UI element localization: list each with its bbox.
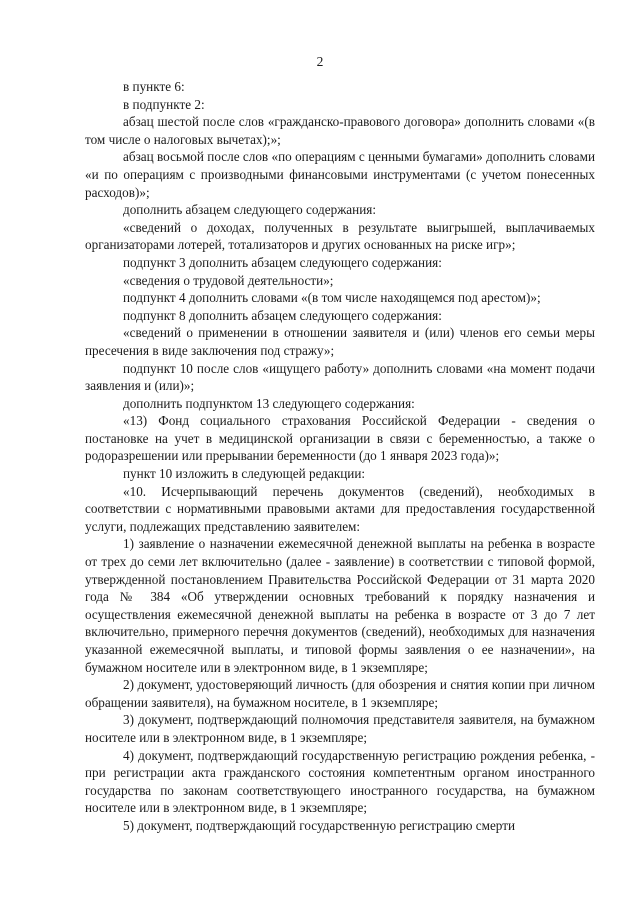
paragraph: абзац восьмой после слов «по операциям с ценными бумагами» дополнить словами «и по операциям с производными финансовыми инструментами (с учетом понесенных расходов)»;	[85, 149, 595, 200]
document-body	[85, 78, 595, 835]
paragraph: «сведений о доходах, полученных в результате выигрышей, выплачиваемых организаторами лотерей, тотализаторов и других основанных на риске игр»;	[85, 219, 595, 253]
paragraph: в пункте 6:	[123, 79, 185, 94]
paragraph: подпункт 4 дополнить словами «(в том числе находящемся под арестом)»;	[123, 290, 541, 306]
paragraph: «сведений о применении в отношении заявителя и (или) членов его семьи меры пресечения в виде заключения под стражу»;	[85, 325, 595, 358]
page-number: 2	[316, 54, 324, 69]
paragraph: подпункт 3 дополнить абзацем следующего содержания:	[123, 254, 442, 270]
paragraph: в подпункте 2:	[123, 96, 205, 112]
paragraph: «сведения о трудовой деятельности»;	[123, 272, 334, 288]
paragraph: подпункт 10 после слов «ищущего работу» дополнить словами «на момент подачи заявления и (или)»;	[85, 360, 595, 394]
paragraph: 2) документ, удостоверяющий личность (для обозрения и снятия копии при личном обращении заявителя), на бумажном носителе, в 1 экземпляре;	[85, 677, 595, 710]
paragraph: 4) документ, подтверждающий государственную регистрацию рождения ребенка, - при регистрации акта гражданского состояния компетентным органом иностранного государства по законам соответствующего иностранного государства, на бумажном носителе или в электронном виде, в 1 экземпляре;	[85, 747, 595, 816]
paragraph: 3) документ, подтверждающий полномочия представителя заявителя, на бумажном носителе или в электронном виде, в 1 экземпляре;	[85, 712, 595, 745]
paragraph: 1) заявление о назначении ежемесячной денежной выплаты на ребенка в возрасте от трех до семи лет включительно (далее - заявление) в соответствии с типовой формой, утвержденной постановлением Правительства Российской Федерации от 31 марта 2020 года № 384 «Об утверждении основных требований к порядку назначения и осуществления ежемесячной денежной выплаты на ребенка в возрасте от 3 до 7 лет включительно, примерного перечня документов (сведений), необходимых для назначения указанной ежемесячной выплаты, и типовой формы заявления о ее назначении», на бумажном носителе или в электронном виде, в 1 экземпляре;	[85, 536, 595, 675]
paragraph: абзац шестой после слов «гражданско-правового договора» дополнить словами «(в том числе о налоговых вычетах);»;	[85, 114, 595, 147]
paragraph: «13) Фонд социального страхования Российской Федерации - сведения о постановке на учет в медицинской организации в связи с беременностью, а также о родоразрешении или прерывании беременности (до 1 января 2023 года)»;	[85, 413, 595, 464]
paragraph: «10. Исчерпывающий перечень документов (сведений), необходимых в соответствии с нормативными правовыми актами для предоставления государственной услуги, подлежащих представлению заявителем:	[85, 483, 595, 534]
paragraph: подпункт 8 дополнить абзацем следующего содержания:	[123, 307, 442, 323]
paragraph: дополнить подпунктом 13 следующего содержания:	[123, 395, 415, 411]
paragraph: 5) документ, подтверждающий государственную регистрацию смерти	[123, 817, 516, 833]
paragraph: пункт 10 изложить в следующей редакции:	[123, 466, 366, 482]
paragraph: дополнить абзацем следующего содержания:	[123, 202, 377, 218]
